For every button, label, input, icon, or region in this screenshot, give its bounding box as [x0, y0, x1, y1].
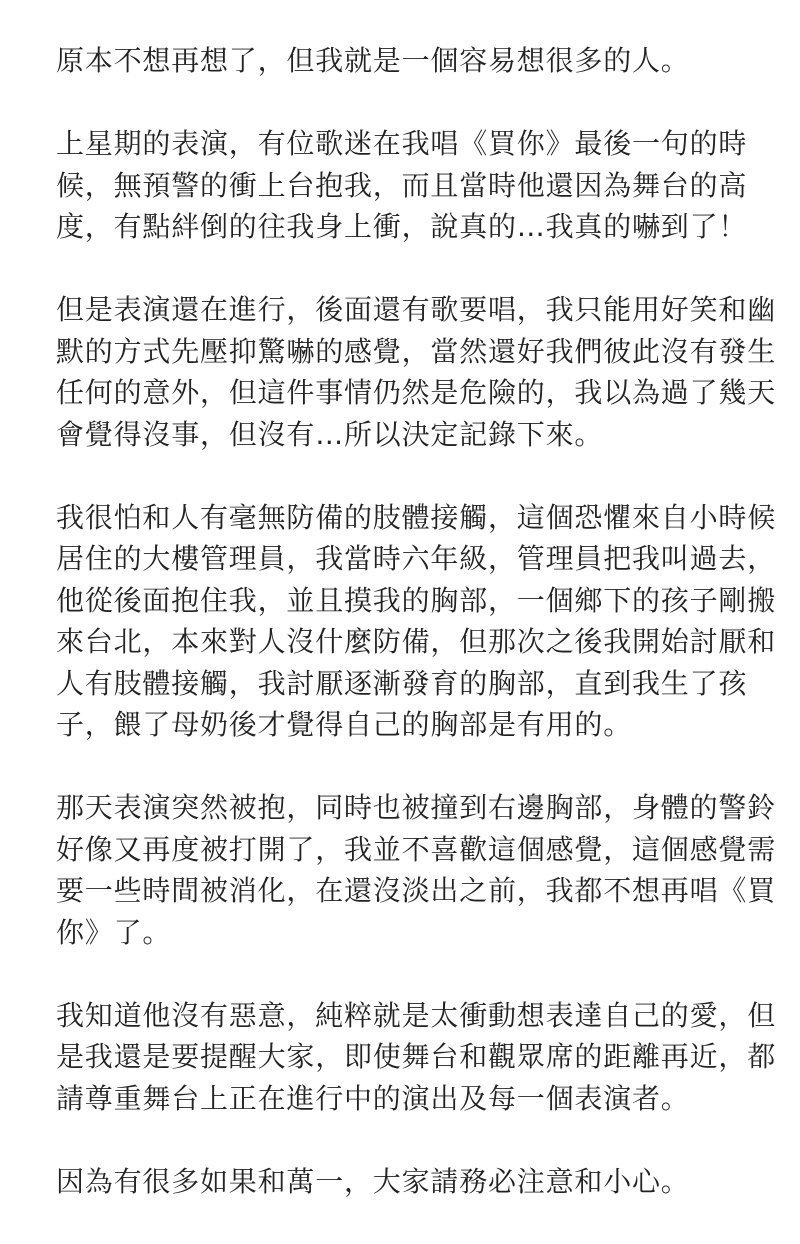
- text-line: 但是表演還在進行，後面還有歌要唱，我只能用好笑和幽: [56, 293, 777, 326]
- text-line: 默的方式先壓抑驚嚇的感覺，當然還好我們彼此沒有發生: [56, 334, 777, 368]
- text-line: 來台北，本來對人沒什麼防備，但那次之後我開始討厭和: [56, 625, 777, 658]
- text-line: 度，有點絆倒的往我身上衝，說真的…我真的嚇到了！: [56, 210, 748, 243]
- text-line: 居住的大樓管理員，我當時六年級，管理員把我叫過去，: [56, 542, 777, 575]
- text-line: 人有肢體接觸，我討厭逐漸發育的胸部，直到我生了孩: [56, 666, 748, 700]
- text-line: 要一些時間被消化，在還沒淡出之前，我都不想再唱《買: [56, 874, 777, 907]
- text-line: 會覺得沒事，但沒有…所以決定記錄下來。: [56, 417, 604, 451]
- text-line: 我知道他沒有惡意，純粹就是太衝動想表達自己的愛，但: [56, 998, 777, 1032]
- paragraph-1: [56, 40, 760, 82]
- text-line: 你》了。: [56, 915, 172, 949]
- text-line: 好像又再度被打開了，我並不喜歡這個感覺，這個感覺需: [56, 832, 777, 866]
- paragraph-4: [56, 497, 777, 746]
- paragraph-5: [56, 787, 777, 953]
- text-line: 我很怕和人有毫無防備的肢體接觸，這個恐懼來自小時候: [56, 500, 777, 534]
- text-line: 是我還是要提醒大家，即使舞台和觀眾席的距離再近，都: [56, 1040, 777, 1073]
- paragraph-7: [56, 1161, 760, 1203]
- text-line: 請尊重舞台上正在進行中的演出及每一個表演者。: [56, 1081, 690, 1115]
- text-line: 那天表演突然被抱，同時也被撞到右邊胸部，身體的警鈴: [56, 791, 777, 824]
- post-body: [56, 40, 777, 1244]
- text-line: 因為有很多如果和萬一，大家請務必注意和小心。: [56, 1164, 690, 1198]
- paragraph-3: [56, 289, 777, 455]
- text-line: 子，餵了母奶後才覺得自己的胸部是有用的。: [56, 708, 633, 741]
- text-line: 上星期的表演，有位歌迷在我唱《買你》最後一句的時: [56, 127, 748, 160]
- text-line: 任何的意外，但這件事情仍然是危險的，我以為過了幾天: [56, 376, 777, 409]
- text-line: 原本不想再想了，但我就是一個容易想很多的人。: [56, 44, 690, 77]
- text-line: 他從後面抱住我，並且摸我的胸部，一個鄉下的孩子剛搬: [56, 583, 777, 617]
- paragraph-2: [56, 123, 760, 248]
- text-line: 候，無預警的衝上台抱我，而且當時他還因為舞台的高: [56, 168, 748, 202]
- paragraph-6: [56, 995, 777, 1120]
